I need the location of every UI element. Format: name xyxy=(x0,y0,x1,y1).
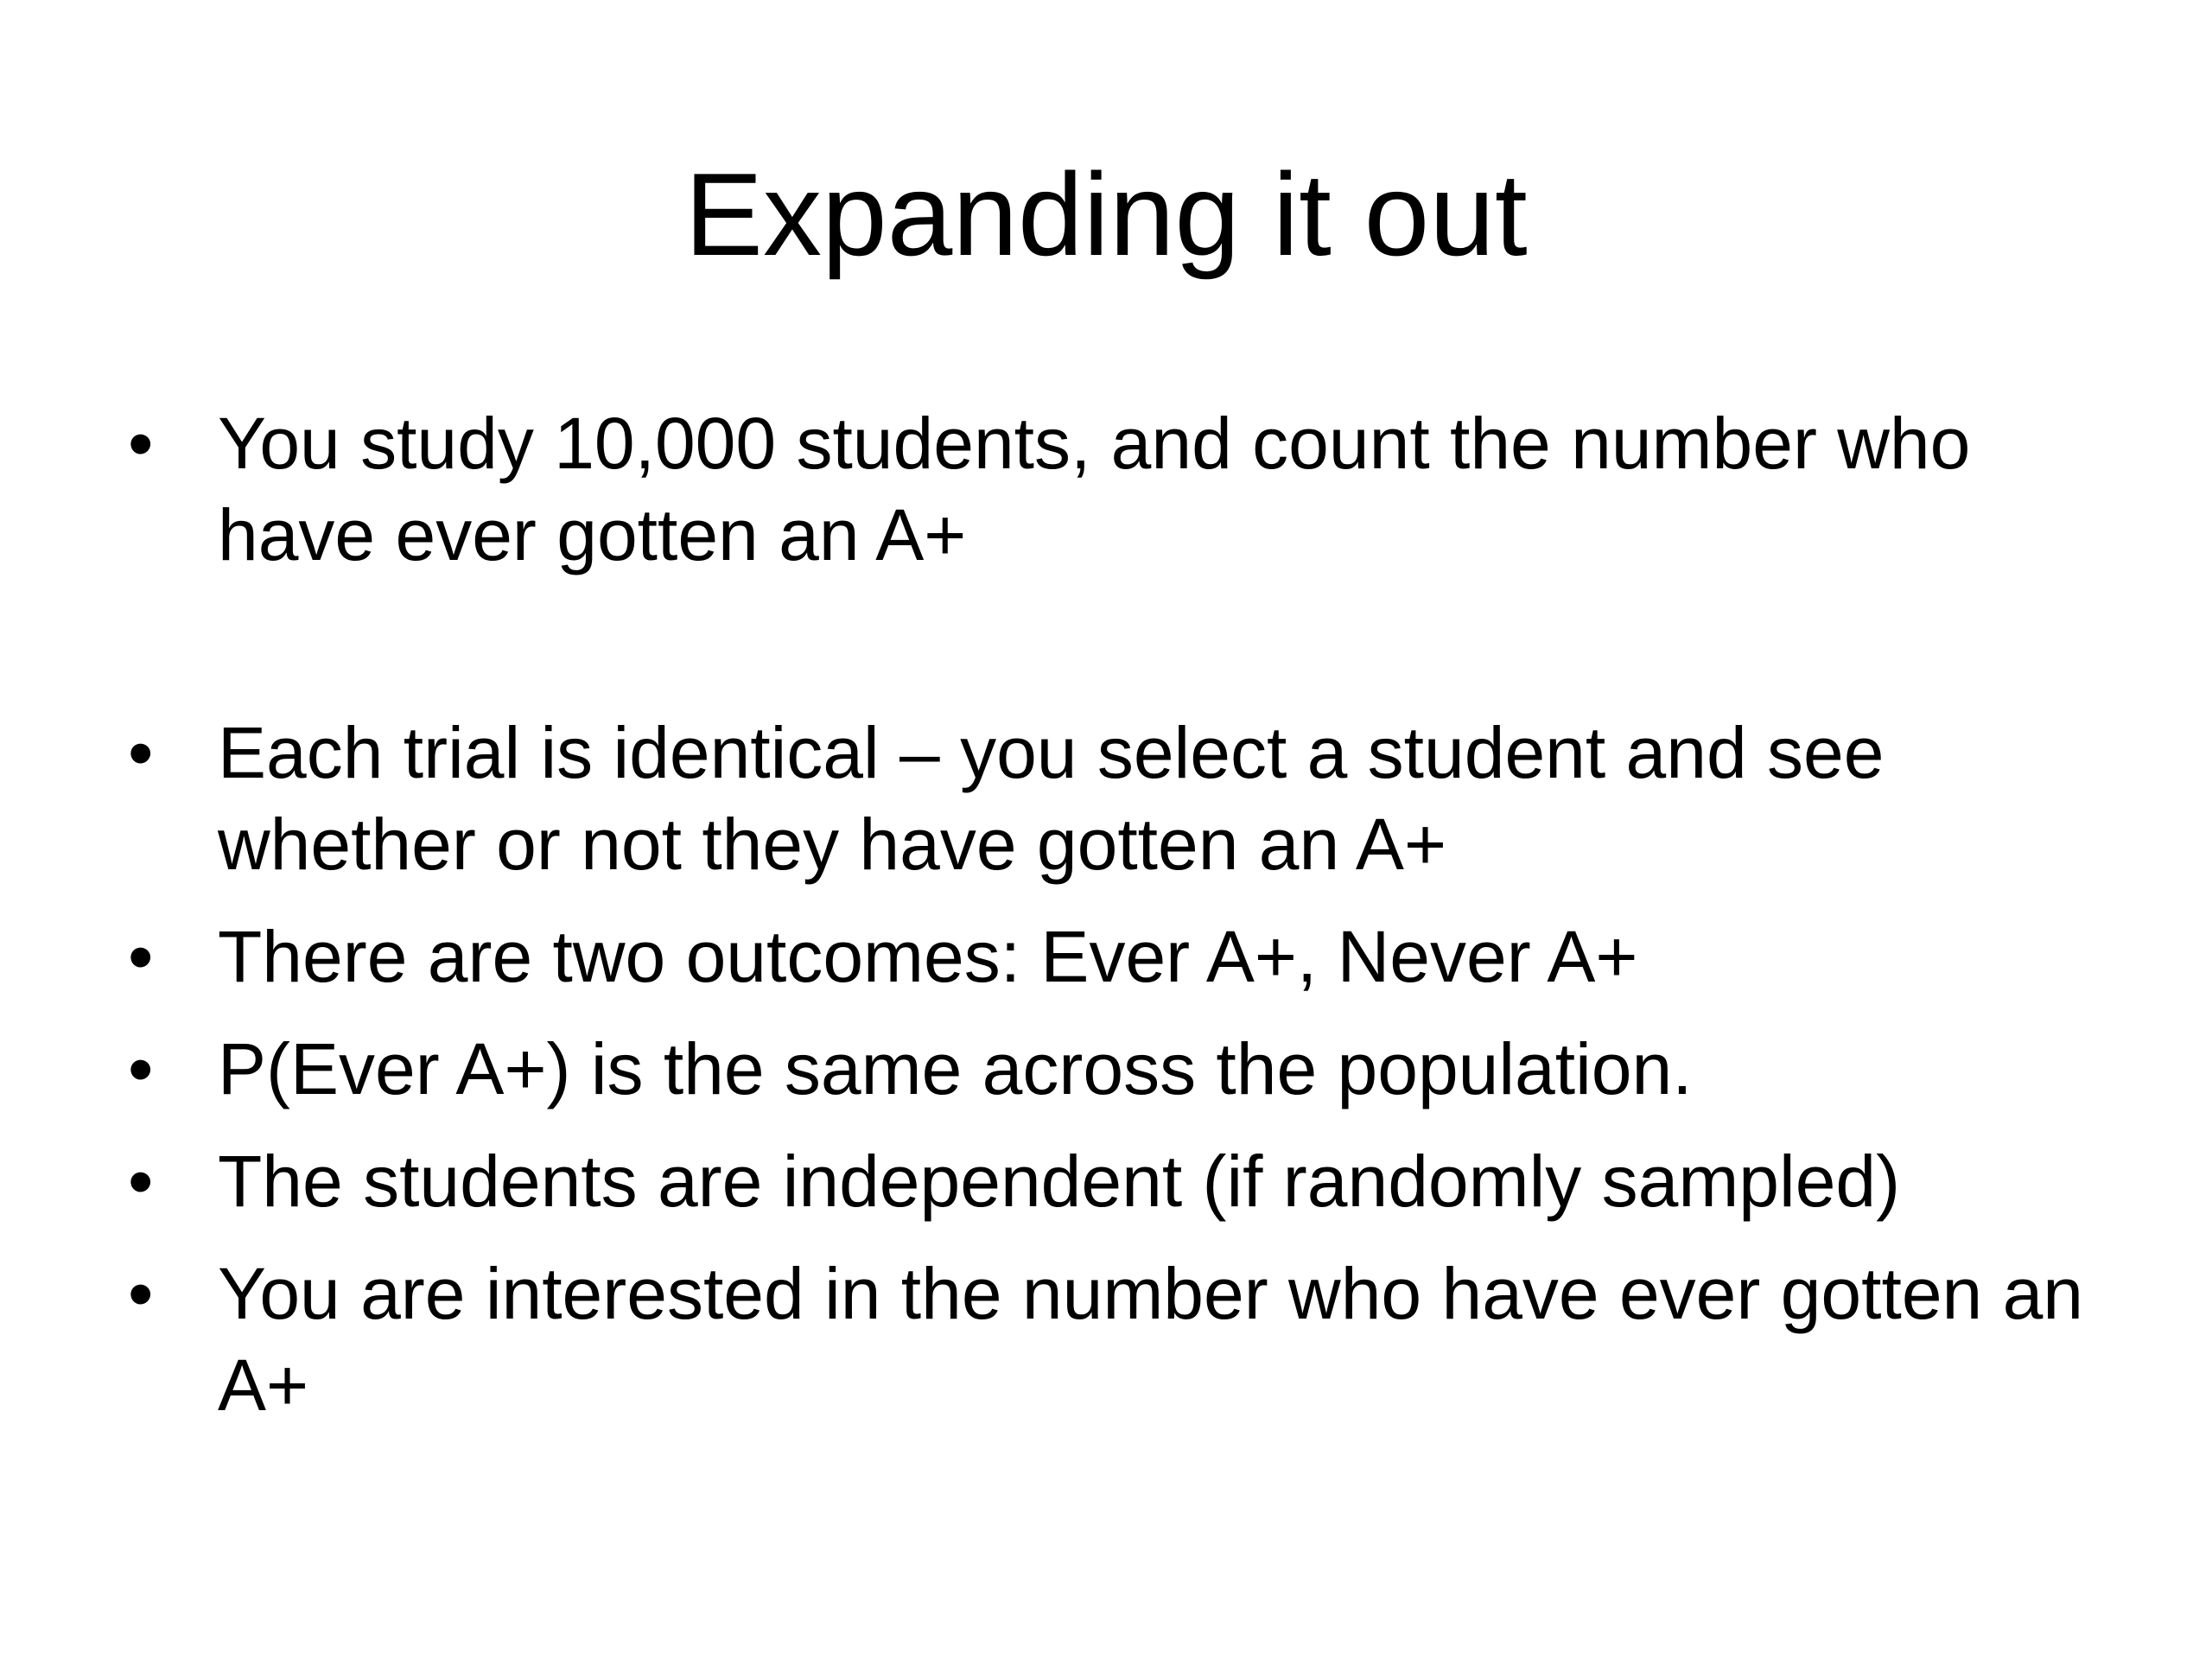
bullet-item xyxy=(128,1023,2098,1115)
bullet-item xyxy=(128,707,2098,890)
slide-title: Expanding it out xyxy=(684,149,1528,280)
bullet-item xyxy=(128,1135,2098,1227)
bullet-dot-icon: • xyxy=(128,403,154,484)
bullet-dot-icon: • xyxy=(128,916,154,997)
bullet-text: There are two outcomes: Ever A+, Never A+ xyxy=(218,916,1638,997)
bullet-text: P(Ever A+) is the same across the population. xyxy=(218,1028,1693,1109)
bullet-item xyxy=(128,911,2098,1002)
bullet-text: The students are independent (if randomly sampled) xyxy=(218,1141,1901,1222)
bullet-item xyxy=(128,1248,2098,1431)
bullet-text: You study 10,000 students, and count the number who have ever gotten an A+ xyxy=(218,403,1971,575)
bullet-text: Each trial is identical – you select a student and see whether or not they have gotten an A+ xyxy=(218,712,1885,885)
bullet-dot-icon: • xyxy=(128,712,154,793)
bullet-item xyxy=(128,397,2098,581)
bullet-list xyxy=(128,397,2098,1452)
bullet-dot-icon: • xyxy=(128,1028,154,1109)
bullet-dot-icon: • xyxy=(128,1253,154,1334)
bullet-text: You are interested in the number who have ever gotten an A+ xyxy=(218,1253,2084,1426)
bullet-dot-icon: • xyxy=(128,1141,154,1222)
